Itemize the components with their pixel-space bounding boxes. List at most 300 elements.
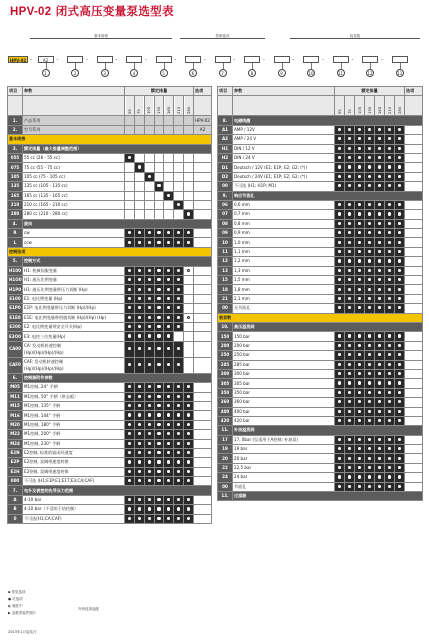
available-dot-icon: [345, 454, 355, 463]
option-code: A2: [218, 135, 233, 144]
table-row[interactable]: [8, 332, 212, 341]
table-row[interactable]: [8, 505, 212, 514]
available-dot-icon: [365, 463, 375, 472]
option-value: [405, 276, 423, 285]
available-dot-icon: [365, 407, 375, 416]
table-row[interactable]: [218, 276, 423, 285]
option-value: [405, 435, 423, 444]
table-row[interactable]: [218, 407, 423, 416]
available-dot-icon: [395, 360, 405, 369]
table-row[interactable]: [8, 411, 212, 420]
available-dot-icon: [144, 401, 154, 410]
available-dot-icon: [395, 388, 405, 397]
option-value: [405, 398, 423, 407]
code-box[interactable]: [126, 56, 142, 63]
option-value: [194, 276, 212, 285]
available-dot-icon: [134, 514, 144, 523]
table-row[interactable]: [8, 276, 212, 285]
option-code: 250: [218, 351, 233, 360]
option-value: [405, 125, 423, 134]
empty-cell: [154, 153, 164, 162]
code-box[interactable]: A2: [38, 56, 54, 63]
empty-cell: [164, 116, 174, 125]
available-dot-icon: [164, 285, 174, 294]
available-dot-icon: [134, 495, 144, 504]
table-row[interactable]: [218, 482, 423, 491]
option-code: 15: [218, 276, 233, 285]
available-dot-icon: [355, 445, 365, 454]
available-dot-icon: [375, 482, 385, 491]
option-code: H2: [218, 153, 233, 162]
available-dot-icon: [144, 514, 154, 523]
available-dot-icon: [154, 266, 164, 275]
available-dot-icon: [154, 313, 164, 322]
available-dot-icon: [184, 238, 194, 247]
empty-cell: [174, 172, 184, 181]
table-row[interactable]: [8, 210, 212, 219]
table-row[interactable]: [8, 430, 212, 439]
code-box[interactable]: HPV-02: [9, 58, 27, 63]
table-row[interactable]: [218, 341, 423, 350]
available-dot-icon: [154, 467, 164, 476]
table-row[interactable]: [8, 294, 212, 303]
table-row[interactable]: [8, 383, 212, 392]
available-dot-icon: [154, 322, 164, 331]
option-label-line: CAF: 发动机转速控制: [24, 359, 64, 365]
code-group-label: 基本规格: [94, 34, 108, 38]
code-position-number: 11: [337, 71, 344, 76]
available-dot-icon: [134, 285, 144, 294]
code-box[interactable]: [97, 56, 113, 63]
table-row[interactable]: [8, 495, 212, 504]
available-dot-icon: [395, 407, 405, 416]
available-dot-icon: [184, 448, 194, 457]
table-row[interactable]: [218, 210, 423, 219]
available-dot-icon: [375, 247, 385, 256]
code-box[interactable]: [215, 56, 231, 63]
title-code: HPV-02: [10, 6, 52, 18]
available-dot-icon: [395, 416, 405, 425]
available-dot-icon: [335, 285, 345, 294]
available-dot-icon: [144, 495, 154, 504]
table-row[interactable]: [218, 257, 423, 266]
available-dot-icon: [385, 163, 395, 172]
available-dot-icon: [174, 448, 184, 457]
available-dot-icon: [184, 401, 194, 410]
available-dot-icon: [345, 332, 355, 341]
available-dot-icon: [365, 294, 375, 303]
available-dot-icon: [335, 229, 345, 238]
code-separator: -: [30, 57, 32, 63]
option-code: 210: [8, 200, 23, 209]
available-dot-icon: [174, 357, 184, 373]
option-value: [194, 285, 212, 294]
table-row[interactable]: [8, 439, 212, 448]
table-row[interactable]: [8, 229, 212, 238]
available-dot-icon: [345, 247, 355, 256]
empty-cell: [184, 285, 194, 294]
option-code: 305: [218, 379, 233, 388]
available-dot-icon: [345, 294, 355, 303]
code-box[interactable]: [185, 56, 201, 63]
available-dot-icon: [184, 210, 194, 219]
available-dot-icon: [154, 392, 164, 401]
available-dot-icon: [134, 163, 144, 172]
available-dot-icon: [335, 163, 345, 172]
available-dot-icon: [174, 200, 184, 209]
header-blank: [233, 96, 335, 116]
available-dot-icon: [335, 416, 345, 425]
table-row[interactable]: [218, 379, 423, 388]
available-dot-icon: [385, 407, 395, 416]
size-column-label: 105: [144, 96, 154, 116]
size-column-label: 75: [134, 96, 144, 116]
empty-cell: [125, 191, 135, 200]
available-dot-icon: [144, 420, 154, 429]
available-dot-icon: [134, 276, 144, 285]
header-blank: [194, 96, 212, 116]
available-dot-icon: [355, 238, 365, 247]
table-row[interactable]: [8, 125, 212, 134]
section-label: 控制选项: [8, 247, 212, 256]
available-dot-icon: [355, 341, 365, 350]
table-row[interactable]: [8, 467, 212, 476]
table-row[interactable]: [8, 304, 212, 313]
table-row[interactable]: [218, 416, 423, 425]
option-value: [405, 332, 423, 341]
available-dot-icon: [375, 210, 385, 219]
code-position-number: 13: [396, 71, 403, 76]
table-row[interactable]: [8, 153, 212, 162]
available-dot-icon: [174, 341, 184, 357]
available-dot-icon: [345, 182, 355, 191]
table-row[interactable]: [8, 266, 212, 275]
available-dot-icon: [184, 439, 194, 448]
option-value: [194, 229, 212, 238]
available-dot-icon: [174, 477, 184, 486]
available-dot-icon: [154, 357, 164, 373]
code-box[interactable]: [392, 56, 408, 63]
option-value: [405, 369, 423, 378]
available-dot-icon: [134, 266, 144, 275]
option-label: 1,1 mm: [233, 247, 335, 256]
option-value: [405, 416, 423, 425]
table-row[interactable]: [218, 200, 423, 209]
available-dot-icon: [164, 229, 174, 238]
table-row[interactable]: [218, 463, 423, 472]
option-label: 210 cc (165 - 210 cc): [23, 200, 125, 209]
available-dot-icon: [154, 505, 164, 514]
available-dot-icon: [125, 505, 135, 514]
table-row[interactable]: [218, 360, 423, 369]
code-position-number: 7: [219, 69, 227, 77]
subsection-label: 旋向: [23, 219, 212, 228]
table-row[interactable]: [8, 172, 212, 181]
code-separator: -: [322, 57, 324, 63]
table-row[interactable]: [8, 392, 212, 401]
option-label: M1控制, 180° 手柄: [23, 420, 125, 429]
available-dot-icon: [345, 266, 355, 275]
table-row[interactable]: [218, 153, 423, 162]
table-row[interactable]: [8, 238, 212, 247]
available-dot-icon: [365, 369, 375, 378]
available-dot-icon: [174, 285, 184, 294]
option-label: Deutsch / 24V (E1; E1P; E2; G2; (*)): [233, 172, 335, 181]
code-position-number: 10: [308, 71, 314, 76]
footer-note: 2013年1月起实行: [8, 630, 37, 634]
available-dot-icon: [365, 182, 375, 191]
table-row[interactable]: [8, 448, 212, 457]
available-dot-icon: [345, 463, 355, 472]
table-row[interactable]: [8, 182, 212, 191]
subsection-row: [218, 322, 423, 331]
table-row[interactable]: [8, 285, 212, 294]
option-label: M1控制, 50° 手柄（带去板）: [23, 392, 125, 401]
table-row[interactable]: [218, 454, 423, 463]
empty-cell: [184, 332, 194, 341]
available-dot-icon: [345, 407, 355, 416]
option-code: 09: [218, 229, 233, 238]
table-row[interactable]: [8, 116, 212, 125]
empty-cell: [125, 125, 135, 134]
option-label: 1,3 mm: [233, 266, 335, 275]
table-row[interactable]: [218, 304, 423, 313]
available-dot-icon: [154, 458, 164, 467]
table-row[interactable]: [218, 163, 423, 172]
available-dot-icon: [375, 473, 385, 482]
empty-cell: [184, 357, 194, 373]
available-dot-icon: [385, 238, 395, 247]
table-row[interactable]: [8, 514, 212, 523]
available-dot-icon: [134, 332, 144, 341]
code-box[interactable]: [156, 56, 172, 63]
table-row[interactable]: [218, 332, 423, 341]
table-row[interactable]: [218, 125, 423, 134]
option-label: H1: 机械伺服变量: [23, 266, 125, 275]
available-dot-icon: [125, 238, 135, 247]
option-code: 21: [218, 294, 233, 303]
option-code: 420: [218, 416, 233, 425]
table-row[interactable]: [218, 144, 423, 153]
header-sizes: 额定排量: [125, 87, 194, 96]
available-dot-icon: [395, 229, 405, 238]
size-column-label: 280: [184, 96, 194, 116]
available-dot-icon: [385, 247, 395, 256]
option-code: 055: [8, 153, 23, 162]
subsection-label: 电扑及被控的先导压力范围: [23, 486, 212, 495]
table-row[interactable]: [8, 200, 212, 209]
table-row[interactable]: [218, 435, 423, 444]
option-value: [194, 200, 212, 209]
available-dot-icon: [345, 172, 355, 181]
section-row: [8, 247, 212, 256]
available-dot-icon: [365, 341, 375, 350]
code-box[interactable]: [274, 56, 290, 63]
available-dot-icon: [154, 514, 164, 523]
subsection-row: [218, 191, 423, 200]
table-header-row: [8, 87, 212, 96]
option-code: M11: [8, 392, 23, 401]
option-label: DIN / 12 V: [233, 144, 335, 153]
available-dot-icon: [164, 276, 174, 285]
empty-cell: [184, 191, 194, 200]
legend-item-params: ▶ 参数采装件图片: [8, 611, 37, 615]
option-value: [405, 135, 423, 144]
optional-dot-icon: [184, 266, 194, 275]
option-code: 08: [218, 219, 233, 228]
available-dot-icon: [365, 153, 375, 162]
available-dot-icon: [154, 411, 164, 420]
table-row[interactable]: [8, 163, 212, 172]
option-label: 19 bar: [233, 445, 335, 454]
subsection-label: 控制器附件参数: [23, 373, 212, 382]
empty-cell: [144, 200, 154, 209]
available-dot-icon: [335, 125, 345, 134]
available-dot-icon: [174, 420, 184, 429]
option-value: [194, 495, 212, 504]
available-dot-icon: [335, 153, 345, 162]
code-position-number: 6: [189, 69, 197, 77]
available-dot-icon: [385, 332, 395, 341]
legend-extra: 外形选项选配: [78, 607, 99, 611]
available-dot-icon: [385, 388, 395, 397]
option-code: 17: [218, 435, 233, 444]
available-dot-icon: [134, 467, 144, 476]
option-label: 1,5 mm: [233, 276, 335, 285]
table-row[interactable]: [218, 266, 423, 275]
subsection-label: 高压溢流阀: [233, 322, 423, 331]
table-row[interactable]: [218, 238, 423, 247]
size-column-label: 210: [174, 96, 184, 116]
available-dot-icon: [164, 357, 174, 373]
empty-cell: [144, 163, 154, 172]
available-dot-icon: [125, 294, 135, 303]
available-dot-icon: [395, 369, 405, 378]
code-separator: -: [86, 57, 88, 63]
empty-cell: [164, 172, 174, 181]
table-row[interactable]: [218, 369, 423, 378]
code-box[interactable]: [303, 56, 319, 63]
option-code: D2: [218, 172, 233, 181]
available-dot-icon: [184, 514, 194, 523]
available-dot-icon: [375, 172, 385, 181]
option-code: 300: [218, 369, 233, 378]
code-separator: -: [145, 57, 147, 63]
size-column-label: 55: [125, 96, 135, 116]
available-dot-icon: [335, 144, 345, 153]
table-row[interactable]: [8, 357, 212, 373]
table-row[interactable]: [218, 247, 423, 256]
header-param: 参数: [233, 87, 335, 96]
table-row[interactable]: [8, 313, 212, 322]
available-dot-icon: [125, 477, 135, 486]
option-label: 不可选 (H1; H1P; M1): [233, 182, 335, 191]
option-code: 13: [218, 266, 233, 275]
available-dot-icon: [395, 219, 405, 228]
available-dot-icon: [164, 191, 174, 200]
code-box[interactable]: [333, 56, 349, 63]
option-label: 1,0 mm: [233, 238, 335, 247]
available-dot-icon: [134, 458, 144, 467]
option-label: 105 cc (75 - 105 cc): [23, 172, 125, 181]
code-box[interactable]: [67, 56, 83, 63]
available-dot-icon: [345, 473, 355, 482]
available-dot-icon: [365, 257, 375, 266]
code-box[interactable]: [244, 56, 260, 63]
option-value: [405, 247, 423, 256]
table-row[interactable]: [8, 401, 212, 410]
title-text: 闭式高压变量泵选型表: [55, 4, 174, 18]
table-row[interactable]: [8, 458, 212, 467]
available-dot-icon: [355, 360, 365, 369]
table-row[interactable]: [218, 172, 423, 181]
table-row[interactable]: [218, 398, 423, 407]
available-dot-icon: [164, 439, 174, 448]
table-row[interactable]: [8, 477, 212, 486]
option-value: [405, 360, 423, 369]
option-value: [405, 257, 423, 266]
available-dot-icon: [365, 247, 375, 256]
available-dot-icon: [174, 276, 184, 285]
available-dot-icon: [164, 505, 174, 514]
available-dot-icon: [144, 313, 154, 322]
available-dot-icon: [335, 257, 345, 266]
empty-cell: [174, 210, 184, 219]
available-dot-icon: [164, 313, 174, 322]
table-row[interactable]: [218, 388, 423, 397]
available-dot-icon: [134, 357, 144, 373]
option-code: 280: [8, 210, 23, 219]
available-dot-icon: [385, 125, 395, 134]
option-value: [194, 383, 212, 392]
table-row[interactable]: [218, 182, 423, 191]
available-dot-icon: [375, 407, 385, 416]
option-value: [194, 357, 212, 373]
table-row[interactable]: [218, 229, 423, 238]
empty-cell: [174, 163, 184, 172]
code-box[interactable]: [362, 56, 378, 63]
table-row[interactable]: [218, 285, 423, 294]
table-row[interactable]: [218, 294, 423, 303]
table-row[interactable]: [218, 473, 423, 482]
available-dot-icon: [345, 369, 355, 378]
table-row[interactable]: [8, 322, 212, 331]
table-row[interactable]: [218, 135, 423, 144]
table-row[interactable]: [218, 219, 423, 228]
header-blank: [218, 96, 233, 116]
available-dot-icon: [184, 477, 194, 486]
available-dot-icon: [164, 458, 174, 467]
table-row[interactable]: [8, 191, 212, 200]
available-dot-icon: [395, 153, 405, 162]
available-dot-icon: [355, 125, 365, 134]
option-code: CAF0: [8, 357, 23, 373]
available-dot-icon: [164, 294, 174, 303]
code-separator: -: [351, 57, 354, 63]
table-row[interactable]: [8, 420, 212, 429]
code-position-number: 1: [42, 69, 50, 77]
available-dot-icon: [174, 313, 184, 322]
option-value: [405, 407, 423, 416]
option-value: [194, 266, 212, 275]
available-dot-icon: [375, 135, 385, 144]
table-row[interactable]: [8, 341, 212, 357]
available-dot-icon: [375, 445, 385, 454]
table-row[interactable]: [218, 445, 423, 454]
available-dot-icon: [174, 322, 184, 331]
table-row[interactable]: [218, 351, 423, 360]
empty-cell: [174, 125, 184, 134]
